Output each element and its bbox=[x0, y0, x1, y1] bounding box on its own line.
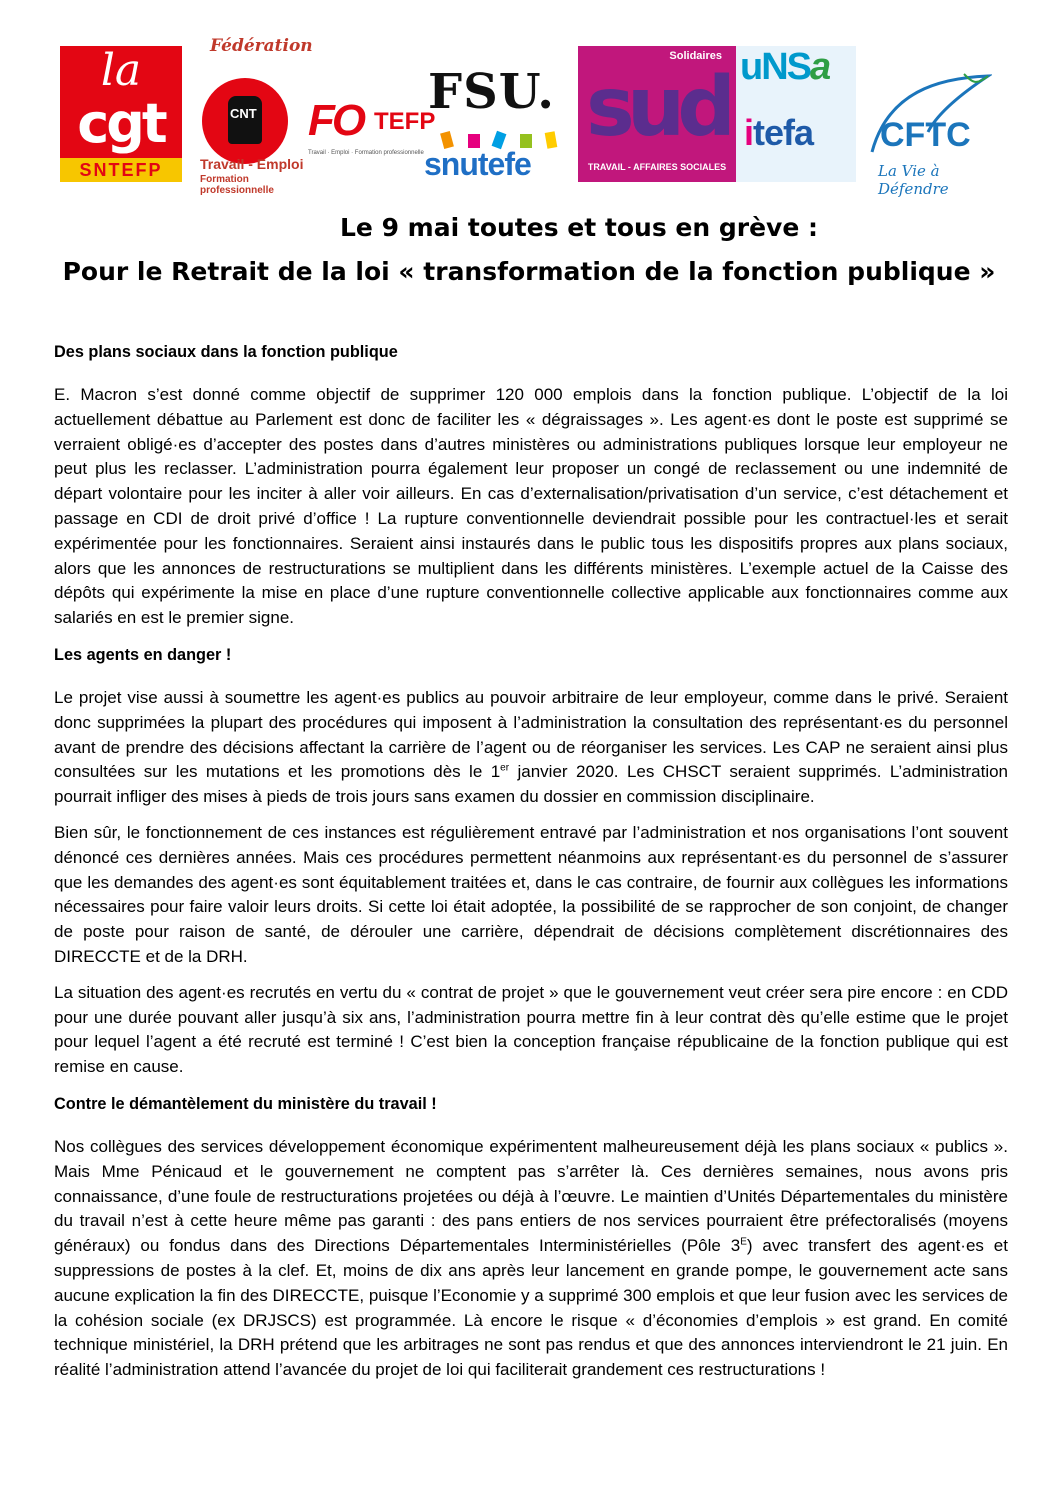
unsa-logo bbox=[736, 46, 856, 182]
cgt-logo bbox=[60, 46, 182, 182]
fo-logo bbox=[308, 96, 436, 162]
paragraph-ministere-travail bbox=[54, 1135, 1008, 1383]
cnt-logo-travail: Travail - Emploi bbox=[200, 156, 304, 172]
paragraph-agents-danger-1-part-a: Le projet vise aussi à soumettre les agent·es publics au pouvoir arbitraire de leur employeur, comme dans le privé. Seraient donc supprimées la plupart des procédures qui imposent à l’administration la consultation des représentant·es du personnel avant de prendre des décisions affectant la carrière de l’agent ou de réorganiser les services. Les CAP ne seraient ainsi plus consultées sur les mutations et les promotions dès le 1 bbox=[54, 687, 1008, 782]
unsa-logo-uns: uNS bbox=[740, 46, 810, 88]
cnt-logo-formation: Formation professionnelle bbox=[200, 174, 274, 196]
document-body bbox=[54, 340, 1008, 1383]
section-heading-agents-danger: Les agents en danger ! bbox=[54, 645, 232, 664]
section-heading-ministere-travail: Contre le démantèlement du ministère du travail ! bbox=[54, 1094, 437, 1113]
superscript-e: E bbox=[740, 1236, 747, 1248]
cftc-logo-motto: La Vie à Défendre bbox=[878, 162, 949, 198]
fo-logo-sub: TEFP bbox=[374, 108, 436, 135]
unsa-logo-i: i bbox=[744, 112, 754, 153]
fsu-logo-name: FSU. bbox=[428, 64, 555, 120]
cftc-logo bbox=[862, 58, 998, 198]
cnt-logo-federation: Fédération bbox=[210, 36, 313, 56]
fo-logo-name: FO bbox=[308, 96, 364, 145]
paragraph-agents-danger-1 bbox=[54, 686, 1008, 810]
fsu-logo-sub: snutefe bbox=[424, 146, 531, 182]
paragraph-ministere-travail-part-a: Nos collègues des services développement économique expérimentent malheureusement déjà les plans sociaux « publics ». Mais Mme Pénicaud et le gouvernement ne comptent pas s’arrêter là. Ces dernières semaines, nous avons pris connaissance, d’une foule de restructurations projetées ou déjà à l’œuvre. Le maintien d’Unités Départementales du ministère du travail n’est à cette heure même pas garanti : des pans entiers de nos services pourraient être préfectoralisés (moyens généraux) ou fondus dans des Directions Départementales Interministérielles (Pôle 3 bbox=[54, 1136, 1008, 1256]
sud-logo-solidaires: Solidaires bbox=[669, 50, 722, 62]
section-heading-plans-sociaux: Des plans sociaux dans la fonction publique bbox=[54, 343, 398, 361]
cftc-logo-name: CFTC bbox=[880, 116, 971, 154]
fsu-logo bbox=[424, 64, 578, 182]
paragraph-ministere-travail-part-b: ) avec transfert des agent·es et suppressions de postes à la clef. Et, moins de dix ans après leur lancement en grande pompe, le gouvernement acte sans aucune explication la fin des DIRECCTE, puisque l’Economie y a supprimé 300 emplois et que leur fusion avec les services de la cohésion sociale (ex DRJSCS) est programmée. Là encore le risque « d’économies d’emplois » est grand. En comité technique ministériel, la DRH prétend que les arbitrages ne sont pas rendus et que des annonces interviendront le 21 juin. En réalité l’administration attend l’avancée du projet de loi qui faciliterait grandement ces restructurations ! bbox=[54, 1236, 1008, 1380]
sud-logo-name: sud bbox=[586, 60, 728, 155]
cnt-logo-name: CNT bbox=[230, 106, 257, 121]
unsa-logo-itefa bbox=[744, 112, 813, 154]
document-title-line-2: Pour le Retrait de la loi « transformation de la fonction publique » bbox=[62, 257, 996, 286]
paragraph-agents-danger-1-part-b: janvier 2020. Les CHSCT seraient supprimés. L’administration pourrait infliger des mises à pieds de trois jours sans examen du dossier en commission disciplinaire. bbox=[54, 762, 1009, 807]
unsa-logo-tefa: tefa bbox=[753, 112, 814, 153]
cnt-logo bbox=[190, 36, 322, 196]
paragraph-agents-danger-3: La situation des agent·es recrutés en vertu du « contrat de projet » que le gouvernement veut créer sera pire encore : en CDD pour une durée pouvant aller jusqu’à six ans, l’administration pourra mettre fin à leur contrat dès qu’elle estime que le projet pour lequel l’agent a été recruté est terminé ! C’est bien la conception française républicaine de la fonction publique qui est remise en cause. bbox=[54, 982, 1008, 1077]
sud-logo bbox=[578, 46, 736, 182]
unsa-logo-a: a bbox=[810, 46, 830, 88]
paragraph-plans-sociaux: E. Macron s’est donné comme objectif de supprimer 120 000 emplois dans la fonction publique. L’objectif de la loi actuellement débattue au Parlement est donc de faciliter les « dégraissages ». Les agent·es dont le poste est supprimé se verraient obligé·es d’accepter des postes dans d’autres ministères ou administrations publiques lorsque leur employeur ne peut plus les reclasser. L’administration pourra également leur proposer un congé de reclassement ou une indemnité de départ volontaire pour les inciter à aller voir ailleurs. En cas d’externalisation/privatisation d’un service, c’est détachement et passage en CDI de droit privé d’office ! La rupture conventionnelle deviendrait possible pour les contractuel·les et serait expérimentée pour les fonctionnaires. Seraient ainsi instaurés dans le public tous les dispositifs propres aux plans sociaux, alors que les annonces de restructurations se multiplient dans les différents ministères. L’exemple actuel de la Caisse des dépôts qui expérimente la mise en place d’une rupture conventionnelle collective applicable aux fonctionnaires comme aux salariés en est le premier signe. bbox=[54, 385, 1008, 628]
cgt-logo-la: la bbox=[100, 45, 142, 96]
unsa-logo-name bbox=[740, 46, 829, 89]
sud-logo-tag: TRAVAIL - AFFAIRES SOCIALES bbox=[587, 162, 727, 172]
union-logos bbox=[0, 0, 1058, 198]
paragraph-agents-danger-2: Bien sûr, le fonctionnement de ces instances est régulièrement entravé par l’administration et nos organisations l’ont souvent dénoncé ces dernières années. Mais ces procédures permettent néanmoins aux représentant·es du personnel de s’assurer que les demandes des agent·es sont équitablement traitées et, dans le cas contraire, de fournir aux collègues les informations nécessaires pour faire valoir leurs droits. Si cette loi était adoptée, la possibilité de se rapprocher de son conjoint, de changer de poste pour raison de santé, de dérouler une carrière, dépendrait de décisions complètement discrétionnaires des DIRECCTE et de la DRH. bbox=[54, 822, 1008, 966]
cgt-logo-sub: SNTEFP bbox=[60, 158, 182, 182]
cgt-logo-brand: cgt bbox=[77, 92, 165, 155]
document-title-line-1: Le 9 mai toutes et tous en grève : bbox=[339, 213, 818, 242]
superscript-er: er bbox=[500, 762, 510, 774]
fo-logo-small: Travail · Emploi · Formation professionnelle bbox=[308, 150, 424, 156]
